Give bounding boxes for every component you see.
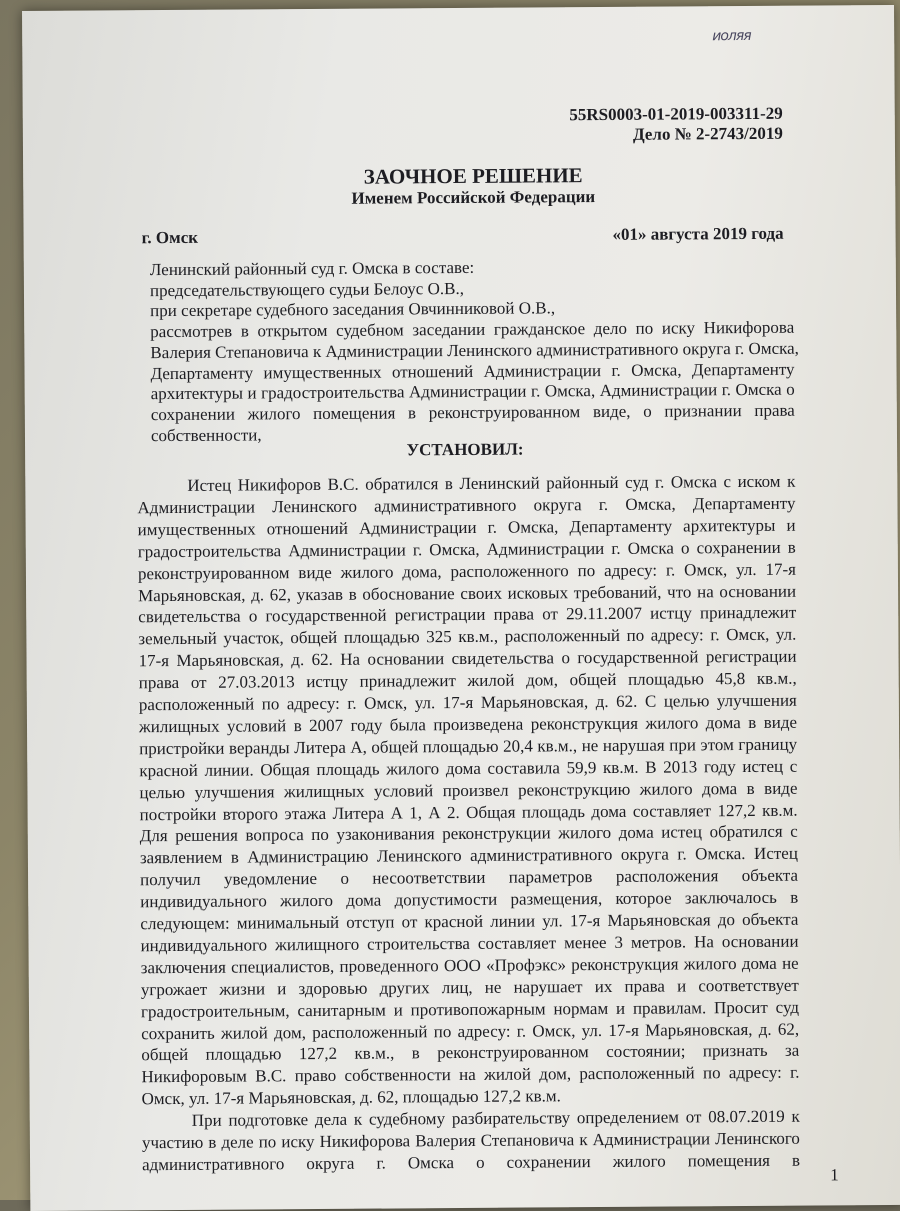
body-line: градостроительным, санитарным и противопожарным нормам и правилам. Просит суд — [140, 997, 800, 1021]
body-line: участию в деле по иску Никифорова Валерия Степановича к Администрации Ленинского — [141, 1128, 800, 1153]
intro-line: Валерия Степановича к Администрации Ленинского административного округа г. Омска, — [150, 338, 799, 362]
body-line: заявлением в Администрацию Ленинского административного округа г. Омска. Истец — [139, 843, 798, 868]
city: г. Омск — [141, 227, 199, 248]
body-line: реконструированном виде жилого дома, расположенного по адресу: г. Омск, ул. 17-я — [137, 559, 796, 583]
body-line: расположенный по адресу: г. Омск, ул. 17-я Марьяновская, д. 62. С целью улучшения — [138, 690, 797, 715]
intro-line: сохранении жилого помещения в реконструированном виде, о признании права — [150, 400, 795, 425]
body-line: градостроительства Администрации г. Омска, Администрации г. Омска о сохранении в — [137, 537, 796, 561]
body-line: Марьяновская, д. 62, указав в обоснование своих исковых требований, что на основании — [138, 581, 797, 605]
intro-line: архитектуры и градостроительства Администрации г. Омска, Администрации г. Омска о — [150, 379, 795, 404]
intro-line: собственности, — [150, 424, 262, 445]
intro-line: рассмотрев в открытом судебном заседании гражданское дело по иску Никифорова — [150, 317, 795, 342]
body-line: права от 27.03.2013 истцу принадлежит жилой дом, общей площадью 45,8 кв.м., — [138, 668, 797, 693]
body-line: Омск, ул. 17-я Марьяновская, д. 62, площадью 127,2 кв.м. — [141, 1086, 561, 1109]
body-line: 17-я Марьяновская, д. 62. На основании свидетельства о государственной регистрации — [138, 646, 797, 671]
body-line: индивидуального жилищного строительства составляет менее 3 метров. На основании — [140, 931, 799, 956]
body-line: заключения специалистов, проведенного ООО «Профэкс» реконструкция жилого дома не — [140, 953, 799, 978]
body-line: Для решения вопроса по узаконивания реконструкции жилого дома истец обратился с — [139, 822, 798, 846]
body-line: сохранить жилой дом, расположенный по адресу: г. Омск, ул. 17-я Марьяновская, д. 62, — [141, 1019, 800, 1043]
body-line: красной линии. Общая площадь жилого дома составила 59,9 кв.м. В 2013 году истец с — [139, 756, 798, 780]
body-line: свидетельства о государственной регистрации права от 29.11.2007 истцу принадлежит — [138, 603, 797, 627]
document-page — [22, 5, 900, 1211]
page-number: 1 — [830, 1165, 839, 1185]
intro-line: председательствующего судьи Белоус О.В., — [149, 278, 464, 300]
body-line: земельный участок, общей площадью 325 кв.м., расположенный по адресу: г. Омск, ул. — [138, 624, 797, 649]
body-line: жилищных условий в 2007 году была произведена реконструкция жилого дома в виде — [138, 712, 798, 737]
handwritten-signature: иоляя — [712, 27, 751, 45]
body-line: следующем: минимальный отступ от красной линии ул. 17-я Марьяновская до объекта — [140, 909, 799, 934]
document-date: «01» августа 2019 года — [612, 223, 784, 244]
section-heading: УСТАНОВИЛ: — [406, 439, 524, 460]
body-line: пристройки веранды Литера А, общей площадью 20,4 кв.м., не нарушая при этом границу — [139, 734, 798, 759]
document-subtitle: Именем Российской Федерации — [351, 187, 596, 208]
body-line: угрожает жизни и здоровью других лиц, не нарушает их права и соответствует — [140, 975, 799, 999]
case-uid: 55RS0003-01-2019-003311-29 — [569, 103, 783, 125]
body-line: Истец Никифоров В.С. обратился в Ленинский районный суд г. Омска с иском к — [187, 471, 796, 495]
document-title: ЗАОЧНОЕ РЕШЕНИЕ — [363, 163, 583, 189]
body-line: Никифоровым В.С. право собственности на жилой дом, расположенный по адресу: г. — [141, 1062, 800, 1087]
intro-line: Ленинский районный суд г. Омска в составе: — [149, 257, 475, 280]
intro-line: Департаменту имущественных отношений Администрации г. Омска, Департаменту — [150, 359, 795, 383]
body-line: постройки второго этажа Литера А 1, А 2. Общая площадь дома составляет 127,2 кв.м. — [139, 800, 798, 824]
body-line: Администрации Ленинского административного округа г. Омска, Департаменту — [137, 493, 796, 518]
body-line: административного округа г. Омска о сохранении жилого помещения в — [142, 1150, 801, 1175]
case-number: Дело № 2-2743/2019 — [632, 123, 783, 144]
body-line: индивидуального жилого дома допустимости размещения, которое заключалось в — [140, 887, 799, 912]
body-line: общей площадью 127,2 кв.м., в реконструированном состоянии; признать за — [141, 1041, 800, 1065]
body-line: При подготовке дела к судебному разбирательству определением от 08.07.2019 к — [191, 1106, 800, 1130]
body-line: имущественных отношений Администрации г. Омска, Департаменту архитектуры и — [137, 515, 796, 540]
body-line: целью улучшения жилищных условий произвел реконструкцию жилого дома в виде — [139, 778, 798, 802]
body-line: получил уведомление о несоответствии параметров расположения объекта — [140, 865, 799, 890]
intro-line: при секретаре судебного заседания Овчинниковой О.В., — [150, 298, 556, 321]
